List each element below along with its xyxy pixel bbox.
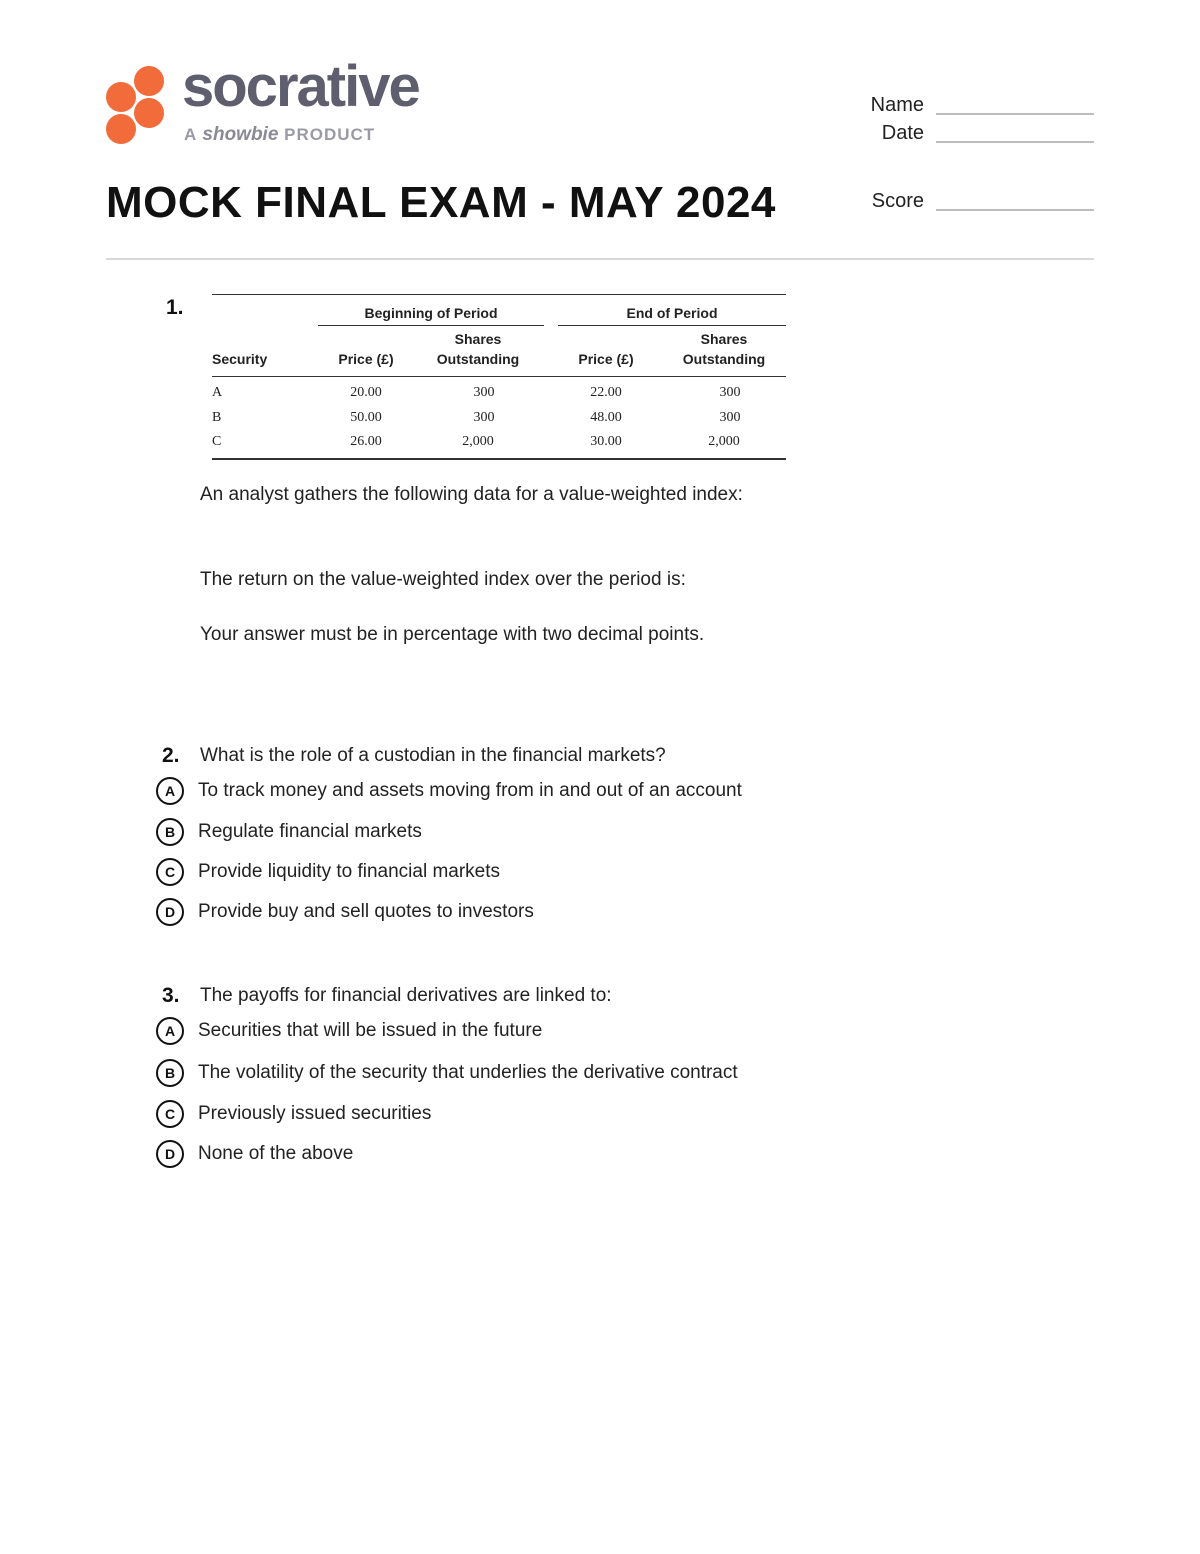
- option-text: Previously issued securities: [198, 1103, 432, 1124]
- col-header-price-end: Price (£): [578, 351, 634, 367]
- col-header-shares-end-2: Outstanding: [682, 351, 766, 367]
- question-3-option-c[interactable]: [156, 1100, 431, 1128]
- option-bubble[interactable]: A: [156, 777, 184, 805]
- question-2-text: What is the role of a custodian in the financial markets?: [200, 745, 666, 766]
- question-3-option-b[interactable]: [156, 1059, 738, 1087]
- table-cell: 300: [473, 385, 495, 400]
- col-header-shares-begin-1: Shares: [454, 331, 502, 347]
- question-3-text: The payoffs for financial derivatives are linked to:: [200, 985, 612, 1006]
- option-text: Provide buy and sell quotes to investors: [198, 901, 534, 922]
- score-label: Score: [871, 190, 924, 212]
- header-divider: [106, 258, 1094, 260]
- option-bubble[interactable]: D: [156, 1140, 184, 1168]
- col-header-security: Security: [212, 351, 268, 367]
- group-header-begin: Beginning of Period: [364, 305, 498, 321]
- table-cell: A: [212, 385, 223, 400]
- option-text: None of the above: [198, 1143, 354, 1164]
- col-header-price-begin: Price (£): [338, 351, 394, 367]
- question-3-option-d[interactable]: [156, 1140, 353, 1168]
- option-bubble[interactable]: C: [156, 858, 184, 886]
- table-cell: 2,000: [462, 434, 494, 449]
- table-cell: 20.00: [350, 385, 382, 400]
- table-cell: 300: [719, 410, 741, 425]
- table-cell: 30.00: [590, 434, 622, 449]
- group-header-end: End of Period: [626, 305, 718, 321]
- option-text: Regulate financial markets: [198, 821, 422, 842]
- date-field[interactable]: [864, 122, 1094, 145]
- table-cell: 48.00: [590, 410, 622, 425]
- option-bubble[interactable]: C: [156, 1100, 184, 1128]
- table-cell: 22.00: [590, 385, 622, 400]
- table-cell: C: [212, 434, 222, 449]
- question-2-option-b[interactable]: [156, 818, 422, 846]
- question-2-option-a[interactable]: [156, 777, 742, 805]
- option-text: To track money and assets moving from in and out of an account: [198, 780, 742, 801]
- question-2-option-d[interactable]: [156, 898, 534, 926]
- col-header-shares-end-1: Shares: [700, 331, 748, 347]
- option-bubble[interactable]: A: [156, 1017, 184, 1045]
- question-3-number: 3.: [162, 984, 180, 1007]
- logo-wordmark: socrative: [182, 54, 419, 119]
- question-1-text: The return on the value-weighted index over the period is:: [200, 569, 686, 590]
- exam-title: MOCK FINAL EXAM - MAY 2024: [106, 178, 776, 227]
- name-label: Name: [870, 94, 924, 116]
- table-cell: 300: [719, 385, 741, 400]
- option-text: Provide liquidity to financial markets: [198, 861, 501, 882]
- table-cell: 50.00: [350, 410, 382, 425]
- score-field[interactable]: [864, 190, 1094, 213]
- date-label: Date: [881, 122, 924, 144]
- name-field[interactable]: [864, 94, 1094, 117]
- table-cell: B: [212, 410, 222, 425]
- socrative-logo: [104, 54, 464, 148]
- question-1-instruction: Your answer must be in percentage with two decimal points.: [200, 624, 705, 645]
- col-header-shares-begin-2: Outstanding: [436, 351, 520, 367]
- score-line[interactable]: [936, 209, 1094, 211]
- table-cell: 2,000: [708, 434, 740, 449]
- option-text: The volatility of the security that underlies the derivative contract: [198, 1062, 738, 1083]
- option-bubble[interactable]: B: [156, 1059, 184, 1087]
- option-bubble[interactable]: D: [156, 898, 184, 926]
- question-1-number: 1.: [166, 296, 184, 319]
- option-bubble[interactable]: B: [156, 818, 184, 846]
- question-3-option-a[interactable]: [156, 1017, 542, 1045]
- option-text: Securities that will be issued in the future: [198, 1020, 543, 1041]
- name-line[interactable]: [936, 113, 1094, 115]
- logo-hexagon-icon: [104, 64, 166, 144]
- date-line[interactable]: [936, 141, 1094, 143]
- question-2-option-c[interactable]: [156, 858, 500, 886]
- table-cell: 26.00: [350, 434, 382, 449]
- question-1-intro: An analyst gathers the following data for a value-weighted index:: [200, 484, 743, 505]
- table-cell: 300: [473, 410, 495, 425]
- question-2-number: 2.: [162, 744, 180, 767]
- logo-tagline: A showbie PRODUCT: [184, 124, 376, 145]
